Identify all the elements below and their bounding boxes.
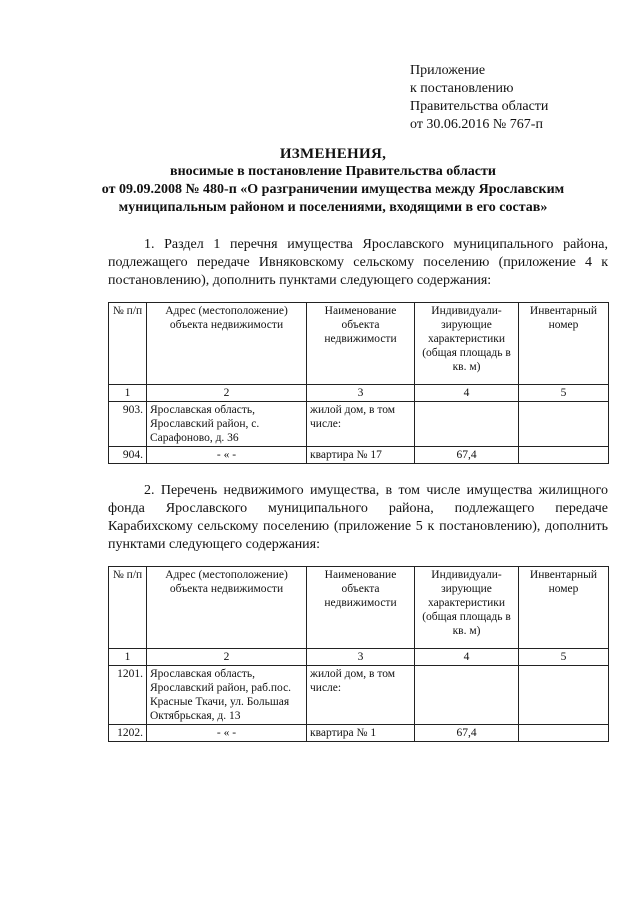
row-number: 1201. <box>109 666 147 725</box>
column-number: 3 <box>307 649 415 666</box>
appendix-line: от 30.06.2016 № 767-п <box>410 117 543 132</box>
title-heading: ИЗМЕНЕНИЯ, <box>279 146 387 162</box>
column-number: 1 <box>109 385 147 402</box>
column-number: 5 <box>519 385 609 402</box>
table-row <box>109 402 609 447</box>
section-2-text: 2. Перечень недвижимого имущества, в том числе имущества жилищного фонда Ярославского муниципального района, подлежащего передаче Карабихскому сельскому поселению (приложение 5 к постановлению), дополнить пунктами следующего содержания: <box>108 483 608 552</box>
address-cell: - « - <box>147 447 307 464</box>
appendix-note <box>410 62 548 134</box>
column-number: 5 <box>519 649 609 666</box>
header-cell: Адрес (местоположение) объекта недвижимости <box>147 567 307 649</box>
column-number: 2 <box>147 385 307 402</box>
section-1-paragraph <box>108 236 608 290</box>
area-cell: 67,4 <box>415 447 519 464</box>
table-row <box>109 447 609 464</box>
address-cell: - « - <box>147 725 307 742</box>
header-cell: Индивидуали-зирующие характеристики (общая площадь в кв. м) <box>415 567 519 649</box>
row-number: 903. <box>109 402 147 447</box>
area-cell <box>415 666 519 725</box>
inventory-cell <box>519 402 609 447</box>
property-table-2 <box>108 566 609 742</box>
row-number: 1202. <box>109 725 147 742</box>
header-cell: Инвентарный номер <box>519 303 609 385</box>
address-cell: Ярославская область, Ярославский район, с. Сарафоново, д. 36 <box>147 402 307 447</box>
address-cell: Ярославская область, Ярославский район, раб.пос. Красные Ткачи, ул. Большая Октябрьская, д. 13 <box>147 666 307 725</box>
object-name-cell: жилой дом, в том числе: <box>307 666 415 725</box>
header-cell: Адрес (местоположение) объекта недвижимости <box>147 303 307 385</box>
column-number: 1 <box>109 649 147 666</box>
header-cell: Индивидуали-зирующие характеристики (общая площадь в кв. м) <box>415 303 519 385</box>
area-cell: 67,4 <box>415 725 519 742</box>
inventory-cell <box>519 666 609 725</box>
column-number: 2 <box>147 649 307 666</box>
object-name-cell: квартира № 17 <box>307 447 415 464</box>
object-name-cell: квартира № 1 <box>307 725 415 742</box>
column-number: 4 <box>415 385 519 402</box>
title-line: от 09.09.2008 № 480-п «О разграничении имущества между Ярославским <box>101 182 565 197</box>
appendix-line: Приложение <box>410 63 486 78</box>
column-number: 4 <box>415 649 519 666</box>
area-cell <box>415 402 519 447</box>
table-row <box>109 666 609 725</box>
column-number-row <box>109 649 609 666</box>
inventory-cell <box>519 725 609 742</box>
header-cell: Инвентарный номер <box>519 567 609 649</box>
table-row <box>109 725 609 742</box>
section-1-text: 1. Раздел 1 перечня имущества Ярославского муниципального района, подлежащего передаче Ивняковскому сельскому поселению (приложение 4 к постановлению), дополнить пунктами следующего содержания: <box>108 237 608 288</box>
table-header-row <box>109 303 609 385</box>
object-name-cell: жилой дом, в том числе: <box>307 402 415 447</box>
document-title <box>60 145 606 217</box>
appendix-line: к постановлению <box>410 81 514 96</box>
header-cell: Наименование объекта недвижимости <box>307 567 415 649</box>
table-header-row <box>109 567 609 649</box>
header-cell: № п/п <box>109 567 147 649</box>
title-line: вносимые в постановление Правительства области <box>170 164 496 179</box>
title-line: муниципальным районом и поселениями, входящими в его состав» <box>118 200 548 215</box>
appendix-line: Правительства области <box>410 99 549 114</box>
row-number: 904. <box>109 447 147 464</box>
header-cell: № п/п <box>109 303 147 385</box>
column-number-row <box>109 385 609 402</box>
header-cell: Наименование объекта недвижимости <box>307 303 415 385</box>
column-number: 3 <box>307 385 415 402</box>
property-table-1 <box>108 302 609 464</box>
inventory-cell <box>519 447 609 464</box>
section-2-paragraph <box>108 482 608 554</box>
